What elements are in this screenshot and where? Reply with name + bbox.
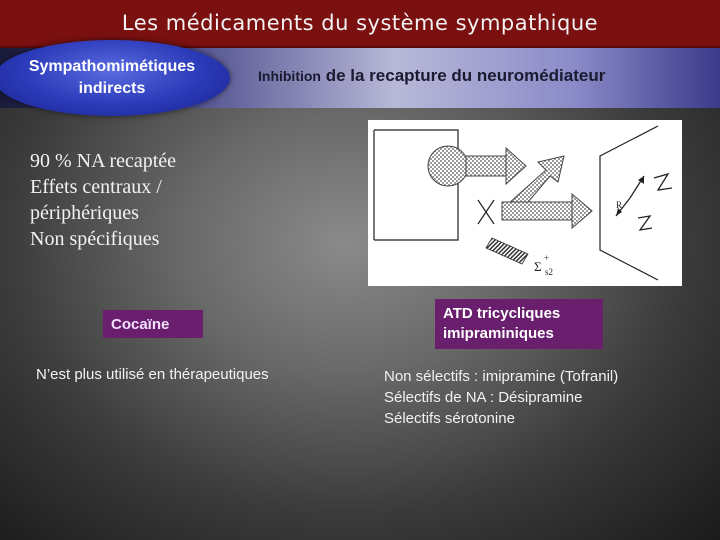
slide-title: Les médicaments du système sympathique	[121, 11, 599, 35]
category-oval	[0, 40, 230, 116]
properties-item: périphériques	[30, 202, 139, 224]
atd-selectivity-item: Non sélectifs : imipramine (Tofranil)	[384, 368, 619, 385]
atd-tag	[435, 299, 603, 349]
vesicle	[428, 146, 526, 186]
oval-line-2: indirects	[78, 80, 146, 97]
oval-line-1: Sympathomimétiques	[28, 58, 196, 75]
alpha2-receptor	[486, 238, 528, 264]
properties-item: Effets centraux /	[30, 176, 162, 198]
mechanism-heading-part-2: de la recapture du neuromédiateur	[320, 66, 606, 85]
atd-line-2: imipraminiques	[443, 325, 554, 342]
cocaine-note: N’est plus utilisé en thérapeutiques	[36, 366, 269, 383]
atd-selectivity-item: Sélectifs sérotonine	[384, 410, 515, 427]
mechanism-heading-part-1: Inhibition	[258, 68, 321, 84]
atd-line-1: ATD tricycliques	[443, 305, 561, 322]
sigma-superscript: +	[544, 253, 550, 263]
postsynaptic-membrane	[600, 126, 658, 280]
cocaine-tag	[103, 310, 203, 338]
sigma-subscript: s2	[545, 267, 554, 277]
synapse-diagram	[368, 120, 682, 286]
mechanism-heading	[258, 66, 605, 86]
properties-item: Non spécifiques	[30, 228, 160, 250]
cocaine-label: Cocaïne	[111, 315, 170, 333]
receptor-arrows	[616, 174, 672, 230]
atd-selectivity-list	[384, 366, 618, 429]
blocker-cross	[478, 200, 494, 224]
synapse-diagram-svg	[368, 120, 682, 286]
properties-list	[30, 148, 176, 252]
sigma-label: Σ	[534, 259, 542, 274]
properties-item: 90 % NA recaptée	[30, 150, 177, 172]
atd-selectivity-item: Sélectifs de NA : Désipramine	[384, 389, 583, 406]
receptor-label: R	[616, 200, 623, 210]
